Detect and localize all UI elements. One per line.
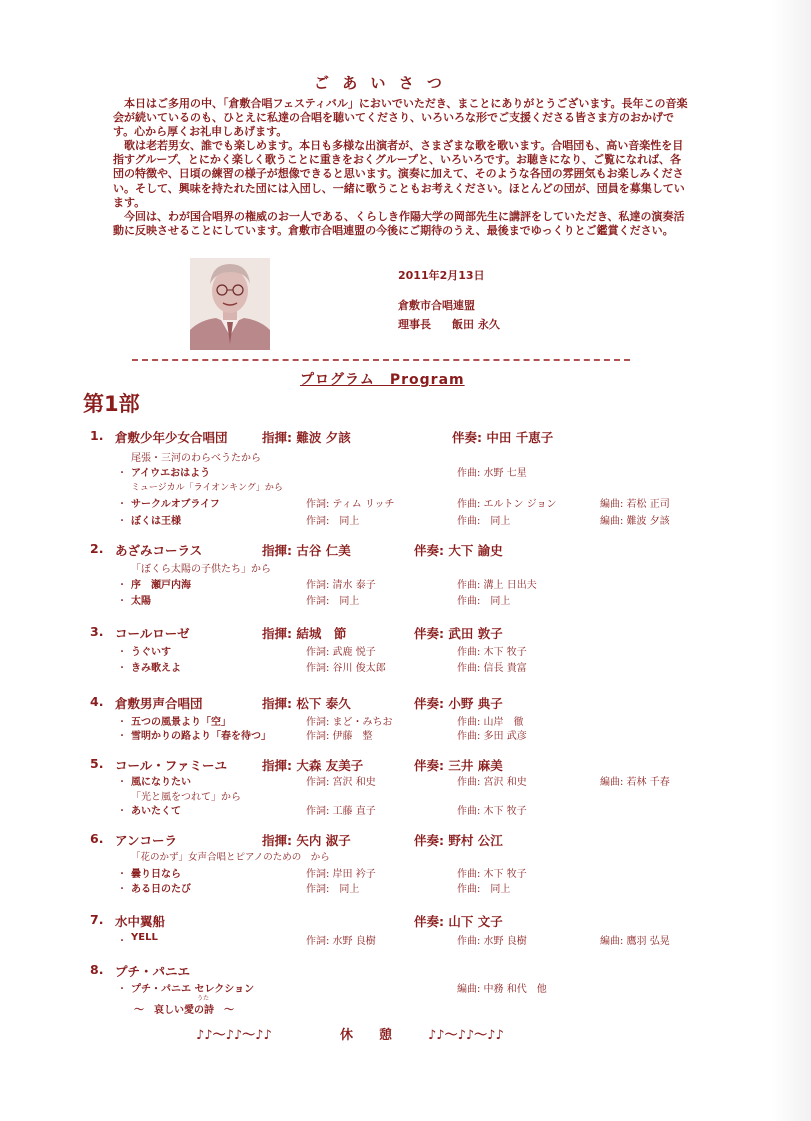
- song-arranger: 編曲: 中務 和代 他: [457, 984, 547, 995]
- song-bullet: ・: [117, 499, 127, 510]
- song-composer: 作曲: 同上: [457, 596, 511, 607]
- greeting-paragraph: 歌は老若男女、誰でも楽しめます。本日も多様な出演者が、さまざまな歌を歌います。合唱団も、高い音楽性を目指すグループ、とにかく楽しく歌うことに重きをおくグループと、いろいろです。お聴きになり、ご覧になれば、各団の特徴や、日頃の練習の様子が想像できると思います。演奏に加えて、そのような各団の雰囲気もお楽しみください。そして、興味を持たれた団には入団し、一緒に歌うこともお考えください。ほとんどの団が、団員を募集しています。: [113, 139, 685, 209]
- group-name: アンコーラ: [115, 833, 178, 848]
- song-lyricist: 作詞: 同上: [306, 516, 360, 527]
- song-composer: 作曲: 木下 牧子: [457, 806, 527, 817]
- divider: [132, 359, 630, 361]
- song-arranger: 編曲: 若松 正司: [600, 499, 670, 510]
- song-composer: 作曲: 信長 貴富: [457, 663, 527, 674]
- group-accompanist: 伴奏: 小野 典子: [414, 696, 503, 711]
- song-lyricist: 作詞: 岸田 衿子: [306, 869, 376, 880]
- song-title: あいたくて: [131, 806, 181, 817]
- song-lyricist: 作詞: 武鹿 悦子: [306, 647, 376, 658]
- greeting-paragraph: 本日はご多用の中、「倉敷合唱フェスティバル」においでいただき、まことにありがとうございます。長年この音楽会が続いているのも、ひとえに私達の合唱を聴いてくださり、いろいろな形でご支援くださる皆さま方のおかげです。心から厚くお礼申しあげます。: [113, 97, 688, 139]
- song-title: うぐいす: [131, 647, 171, 658]
- song-title: きみ歌えよ: [131, 663, 181, 674]
- song-source: 「ぼくら太陽の子供たち」から: [131, 564, 271, 575]
- group-name: あざみコーラス: [115, 543, 203, 558]
- ruby-text: うた: [197, 995, 210, 1002]
- page-edge-shadow: [771, 0, 811, 1121]
- song-bullet: ・: [117, 647, 127, 658]
- song-lyricist: 作詞: 水野 良樹: [306, 936, 376, 947]
- group-number: 3.: [90, 624, 104, 639]
- greeting-body: [113, 97, 688, 238]
- song-composer: 作曲: エルトン ジョン: [457, 499, 557, 510]
- song-source: 「花のかず」女声合唱とピアノのための から: [131, 852, 330, 863]
- greeting-date: 2011年2月13日: [398, 269, 485, 282]
- greeting-paragraph: 今回は、わが国合唱界の権威のお一人である、くらしき作陽大学の岡部先生に講評をしていただき、私達の演奏活動に反映させることにしています。倉敷市合唱連盟の今後にご期待のうえ、最後までゆっくりとご鑑賞ください。: [113, 209, 685, 237]
- group-conductor: 指揮: 古谷 仁美: [262, 543, 351, 558]
- group-name: 倉敷男声合唱団: [115, 696, 203, 711]
- song-title: 曇り日なら: [131, 869, 181, 880]
- song-composer: 作曲: 多田 武彦: [457, 731, 527, 742]
- greeting-title: ご あ い さ つ: [314, 74, 446, 92]
- group-number: 8.: [90, 962, 104, 977]
- group-conductor: 指揮: 結城 節: [262, 626, 347, 641]
- group-conductor: 指揮: 松下 泰久: [262, 696, 351, 711]
- song-lyricist: 作詞: 宮沢 和史: [306, 777, 376, 788]
- song-source: ミュージカル「ライオンキング」から: [131, 483, 283, 493]
- intermission-label: 休 憩: [340, 1028, 393, 1043]
- group-accompanist: 伴奏: 三井 麻美: [414, 758, 503, 773]
- group-accompanist: 伴奏: 野村 公江: [414, 833, 503, 848]
- song-lyricist: 作詞: 伊藤 整: [306, 731, 373, 742]
- song-title: 風になりたい: [131, 777, 191, 788]
- greeting-role: 理事長: [398, 318, 431, 331]
- song-bullet: ・: [117, 580, 127, 591]
- group-name: コール・ファミーユ: [115, 758, 228, 773]
- song-source: 尾張・三河のわらべうたから: [131, 453, 261, 464]
- part-title: 第1部: [83, 392, 140, 416]
- group-accompanist: 伴奏: 大下 諭史: [414, 543, 503, 558]
- song-arranger: 編曲: 若林 千春: [600, 777, 670, 788]
- group-name: プチ・パニエ: [115, 964, 191, 979]
- song-composer: 作曲: 山岸 徹: [457, 717, 524, 728]
- group-conductor: 指揮: 矢内 淑子: [262, 833, 351, 848]
- song-composer: 作曲: 同上: [457, 884, 511, 895]
- song-title: ぼくは王様: [131, 516, 181, 527]
- song-bullet: ・: [117, 596, 127, 607]
- chairman-photo: [190, 258, 270, 350]
- song-composer: 作曲: 溝上 日出夫: [457, 580, 537, 591]
- song-composer: 作曲: 水野 七星: [457, 468, 527, 479]
- song-composer: 作曲: 水野 良樹: [457, 936, 527, 947]
- song-lyricist: 作詞: 同上: [306, 884, 360, 895]
- song-lyricist: 作詞: 同上: [306, 596, 360, 607]
- song-arranger: 編曲: 鷹羽 弘晃: [600, 936, 670, 947]
- song-bullet: ・: [117, 663, 127, 674]
- song-arranger: 編曲: 難波 夕該: [600, 516, 670, 527]
- greeting-name: 飯田 永久: [452, 318, 500, 331]
- greeting-org: 倉敷市合唱連盟: [398, 299, 475, 312]
- song-bullet: ・: [117, 936, 127, 947]
- group-conductor: 指揮: 大森 友美子: [262, 758, 364, 773]
- group-number: 1.: [90, 428, 104, 443]
- song-lyricist: 作詞: 谷川 俊太郎: [306, 663, 386, 674]
- intermission-notes-right: ♪♪～♪♪～♪♪: [428, 1028, 504, 1043]
- song-composer: 作曲: 宮沢 和史: [457, 777, 527, 788]
- song-lyricist: 作詞: 清水 泰子: [306, 580, 376, 591]
- intermission-notes-left: ♪♪～♪♪～♪♪: [196, 1028, 272, 1043]
- song-title: アイウエおはよう: [131, 468, 211, 479]
- song-title: YELL: [131, 932, 158, 943]
- song-bullet: ・: [117, 516, 127, 527]
- group-name: 倉敷少年少女合唱団: [115, 430, 228, 445]
- group-name: コールローゼ: [115, 626, 190, 641]
- song-subtitle: ～ 哀しい愛の詩 ～: [134, 1005, 234, 1016]
- song-title: サークルオブライフ: [131, 499, 220, 510]
- song-bullet: ・: [117, 777, 127, 788]
- song-bullet: ・: [117, 468, 127, 479]
- song-bullet: ・: [117, 884, 127, 895]
- song-bullet: ・: [117, 717, 127, 728]
- group-accompanist: 伴奏: 武田 敦子: [414, 626, 503, 641]
- group-accompanist: 伴奏: 中田 千恵子: [452, 430, 554, 445]
- song-lyricist: 作詞: まど・みちお: [306, 717, 393, 728]
- song-composer: 作曲: 木下 牧子: [457, 647, 527, 658]
- song-title: 雪明かりの路より「春を待つ」: [131, 731, 271, 742]
- song-bullet: ・: [117, 869, 127, 880]
- group-accompanist: 伴奏: 山下 文子: [414, 914, 503, 929]
- song-title: 五つの風景より「空」: [131, 717, 231, 728]
- song-title: 太陽: [131, 596, 151, 607]
- song-source: 「光と風をつれて」から: [131, 792, 241, 803]
- song-title: プチ・パニエ セレクション: [131, 984, 255, 995]
- song-bullet: ・: [117, 806, 127, 817]
- group-number: 5.: [90, 756, 104, 771]
- group-conductor: 指揮: 難波 夕該: [262, 430, 351, 445]
- song-bullet: ・: [117, 731, 127, 742]
- song-title: 序 瀬戸内海: [131, 580, 191, 591]
- group-number: 6.: [90, 831, 104, 846]
- song-lyricist: 作詞: 工藤 直子: [306, 806, 376, 817]
- song-composer: 作曲: 同上: [457, 516, 511, 527]
- song-title: ある日のたび: [131, 884, 191, 895]
- group-number: 2.: [90, 541, 104, 556]
- group-number: 7.: [90, 912, 104, 927]
- program-title: プログラム Program: [300, 372, 465, 388]
- song-bullet: ・: [117, 984, 127, 995]
- group-number: 4.: [90, 694, 104, 709]
- song-lyricist: 作詞: ティム リッチ: [306, 499, 395, 510]
- group-name: 水中翼船: [115, 914, 166, 929]
- song-composer: 作曲: 木下 牧子: [457, 869, 527, 880]
